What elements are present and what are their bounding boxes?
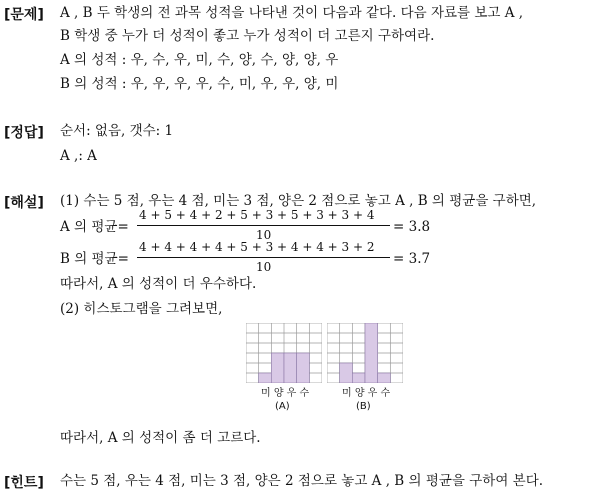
histogram-b-bar [352, 373, 365, 383]
b-mean-result: = 3.7 [393, 251, 431, 267]
a-fraction-bar [137, 225, 390, 226]
answer-line-2: A ,: A [60, 148, 97, 164]
explanation-line-5: (2) 히스토그램을 그려보면, [60, 301, 223, 317]
histogram-a-axis-labels: 미 양 우 수 [261, 388, 310, 399]
histogram-b-bar [340, 363, 353, 383]
problem-line-2: B 학생 중 누가 더 성적이 좋고 누가 성적이 더 고른지 구하여라. [60, 28, 435, 44]
histogram-b-caption: (B) [356, 401, 371, 412]
explanation-conclusion: 따라서, A 의 성적이 좀 더 고르다. [60, 430, 261, 446]
histogram-b-bar [378, 373, 391, 383]
b-mean-numerator: 4 + 4 + 4 + 4 + 5 + 3 + 4 + 4 + 3 + 2 [139, 240, 375, 254]
explanation-line-4: 따라서, A 의 성적이 더 우수하다. [60, 276, 257, 292]
histogram-a-bar [297, 353, 310, 383]
a-mean-prefix: A 의 평균= [60, 219, 129, 235]
histogram-b-bar [365, 323, 378, 383]
a-mean-denominator: 10 [256, 228, 272, 242]
histogram-b [327, 323, 403, 383]
histogram-a [246, 323, 322, 383]
hint-label: [힌트] [4, 475, 44, 491]
problem-label: [문제] [4, 7, 44, 23]
a-mean-numerator: 4 + 5 + 4 + 2 + 5 + 3 + 5 + 3 + 3 + 4 [139, 208, 375, 222]
problem-line-1: A , B 두 학생의 전 과목 성적을 나타낸 것이 다음과 같다. 다음 자료를 보고 A , [60, 5, 524, 21]
histogram-a-bar [259, 373, 272, 383]
explanation-label: [해설] [4, 195, 44, 211]
histogram-a-caption: (A) [275, 401, 290, 412]
histogram-a-bar [271, 353, 284, 383]
problem-line-3: A 의 성적 : 우, 수, 우, 미, 수, 양, 수, 양, 양, 우 [60, 52, 339, 68]
b-fraction-bar [137, 257, 390, 258]
hint-line-1: 수는 5 점, 우는 4 점, 미는 3 점, 양은 2 점으로 놓고 A , B 의 평균을 구하여 본다. [60, 473, 544, 489]
b-mean-prefix: B 의 평균= [60, 251, 129, 267]
answer-label: [정답] [4, 125, 44, 141]
histogram-a-bar [284, 353, 297, 383]
explanation-line-1: (1) 수는 5 점, 우는 4 점, 미는 3 점, 양은 2 점으로 놓고 A , B 의 평균을 구하면, [60, 193, 537, 209]
problem-line-4: B 의 성적 : 우, 우, 우, 우, 수, 미, 우, 우, 양, 미 [60, 76, 339, 92]
a-mean-result: = 3.8 [393, 219, 431, 235]
histogram-b-axis-labels: 미 양 우 수 [342, 388, 391, 399]
b-mean-denominator: 10 [256, 260, 272, 274]
answer-line-1: 순서: 없음, 갯수: 1 [60, 123, 174, 139]
